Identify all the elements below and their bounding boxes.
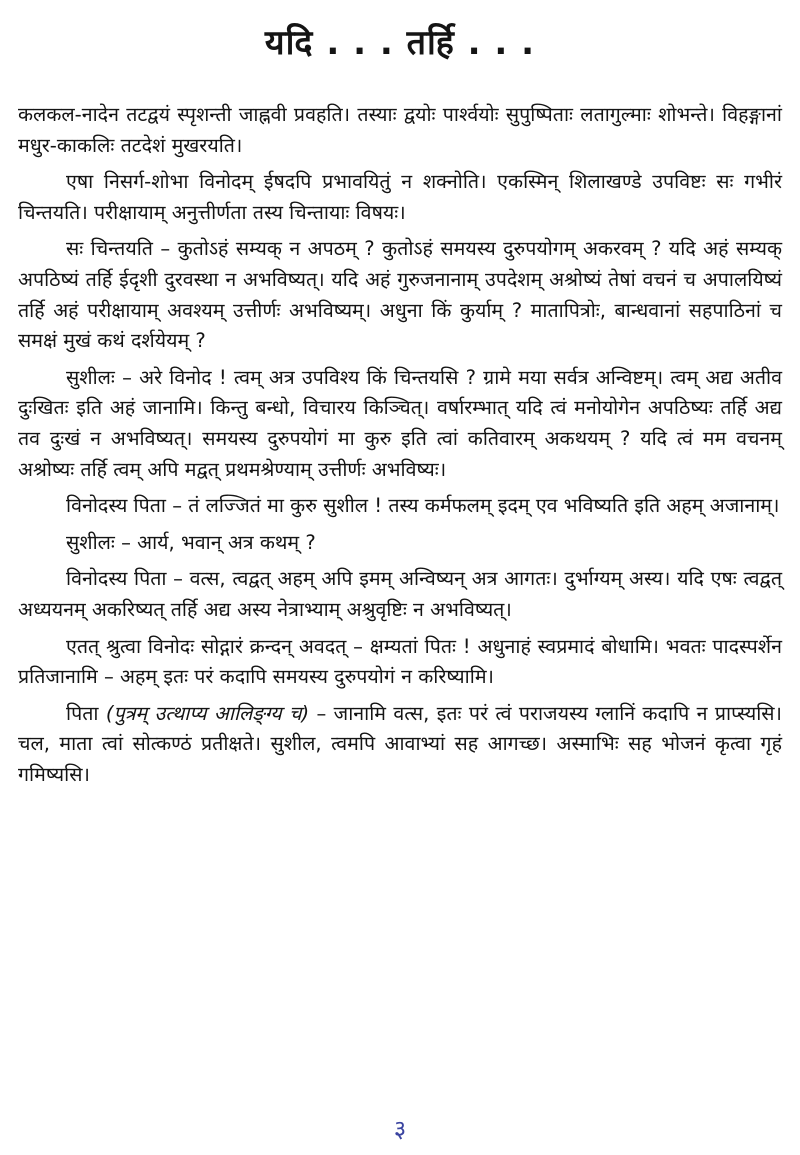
document-page xyxy=(18,0,782,1155)
paragraph-5: विनोदस्य पिता – तं लज्जितं मा कुरु सुशील ! तस्य कर्मफलम् इदम् एव भविष्यति इति अहम् अजानाम्। xyxy=(66,494,780,518)
paragraph-1: कलकल-नादेन तटद्वयं स्पृशन्ती जाह्नवी प्रवहति। तस्याः द्वयोः पार्श्वयोः सुपुष्पिताः लतागुल्माः शोभन्ते। विहङ्गानां मधुर-काकलिः तटदेशं मुखरयति। xyxy=(18,103,782,157)
paragraph-9-text: – जानामि वत्स, इतः परं त्वं पराजयस्य ग्लानिं कदापि न प्राप्स्यसि। चल, माता त्वां सोत्कण्ठं प्रतीक्षते। सुशील, त्वमपि आवाभ्यां सह आगच्छ। अस्माभिः सह भोजनं कृत्वा गृहं गमिष्यसि। xyxy=(18,701,782,786)
paragraph-6: सुशीलः – आर्य, भवान् अत्र कथम् ? xyxy=(66,530,316,554)
paragraph-7: विनोदस्य पिता – वत्स, त्वद्वत् अहम् अपि इमम् अन्विष्यन् अत्र आगतः। दुर्भाग्यम् अस्य। यदि एषः त्वद्वत् अध्ययनम् अकरिष्यत् तर्हि अद्य अस्य नेत्राभ्याम् अश्रुवृष्टिः न अभविष्यत्। xyxy=(18,567,782,621)
page-title: यदि . . . तर्हि . . . xyxy=(264,23,536,63)
paragraph-8: एतत् श्रुत्वा विनोदः सोद्गारं क्रन्दन् अवदत् – क्षम्यतां पितः ! अधुनाहं स्वप्रमादं बोधामि। भवतः पादस्पर्शेन प्रतिजानामि – अहम् इतः परं कदापि समयस्य दुरुपयोगं न करिष्यामि। xyxy=(18,634,782,689)
paragraph-3: सः चिन्तयति – कुतोऽहं सम्यक् न अपठम् ? कुतोऽहं समयस्य दुरुपयोगम् अकरवम् ? यदि अहं सम्यक् अपठिष्यं तर्हि ईदृशी दुरवस्था न अभविष्यत्। यदि अहं गुरुजनानाम् उपदेशम् अश्रोष्यं तेषां वचनं च अपालयिष्यं तर्हि अहं परीक्षायाम् अवश्यम् उत्तीर्णः अभविष्यम्। अधुना किं कुर्याम् ? मातापित्रोः, बान्धवानां सहपाठिनां च समक्षं मुखं कथं दर्शयेयम् ? xyxy=(18,237,782,353)
page-number: ३ xyxy=(393,1115,407,1143)
stage-direction: (पुत्रम् उत्थाप्य आलिङ्ग्य च) xyxy=(105,701,310,725)
paragraph-9 xyxy=(18,699,782,791)
document-body xyxy=(18,100,782,790)
paragraph-2: एषा निसर्ग-शोभा विनोदम् ईषदपि प्रभावयितुं न शक्नोति। एकस्मिन् शिलाखण्डे उपविष्टः सः गभीरं चिन्तयति। परीक्षायाम् अनुत्तीर्णता तस्य चिन्तायाः विषयः। xyxy=(18,170,782,224)
speaker-name: पिता xyxy=(66,701,99,725)
paragraph-4: सुशीलः – अरे विनोद ! त्वम् अत्र उपविश्य किं चिन्तयसि ? ग्रामे मया सर्वत्र अन्विष्टम्। त्वम् अद्य अतीव दुःखितः इति अहं जानामि। किन्तु बन्धो, विचारय किञ्चित्। वर्षारम्भात् यदि त्वं मनोयोगेन अपठिष्यः तर्हि अद्य तव दुःखं न अभविष्यत्। समयस्य दुरुपयोगं मा कुरु इति त्वां कतिवारम् अकथयम् ? यदि त्वं मम वचनम् अश्रोष्यः तर्हि त्वम् अपि मद्वत् प्रथमश्रेण्याम् उत्तीर्णः अभविष्यः। xyxy=(18,365,782,481)
